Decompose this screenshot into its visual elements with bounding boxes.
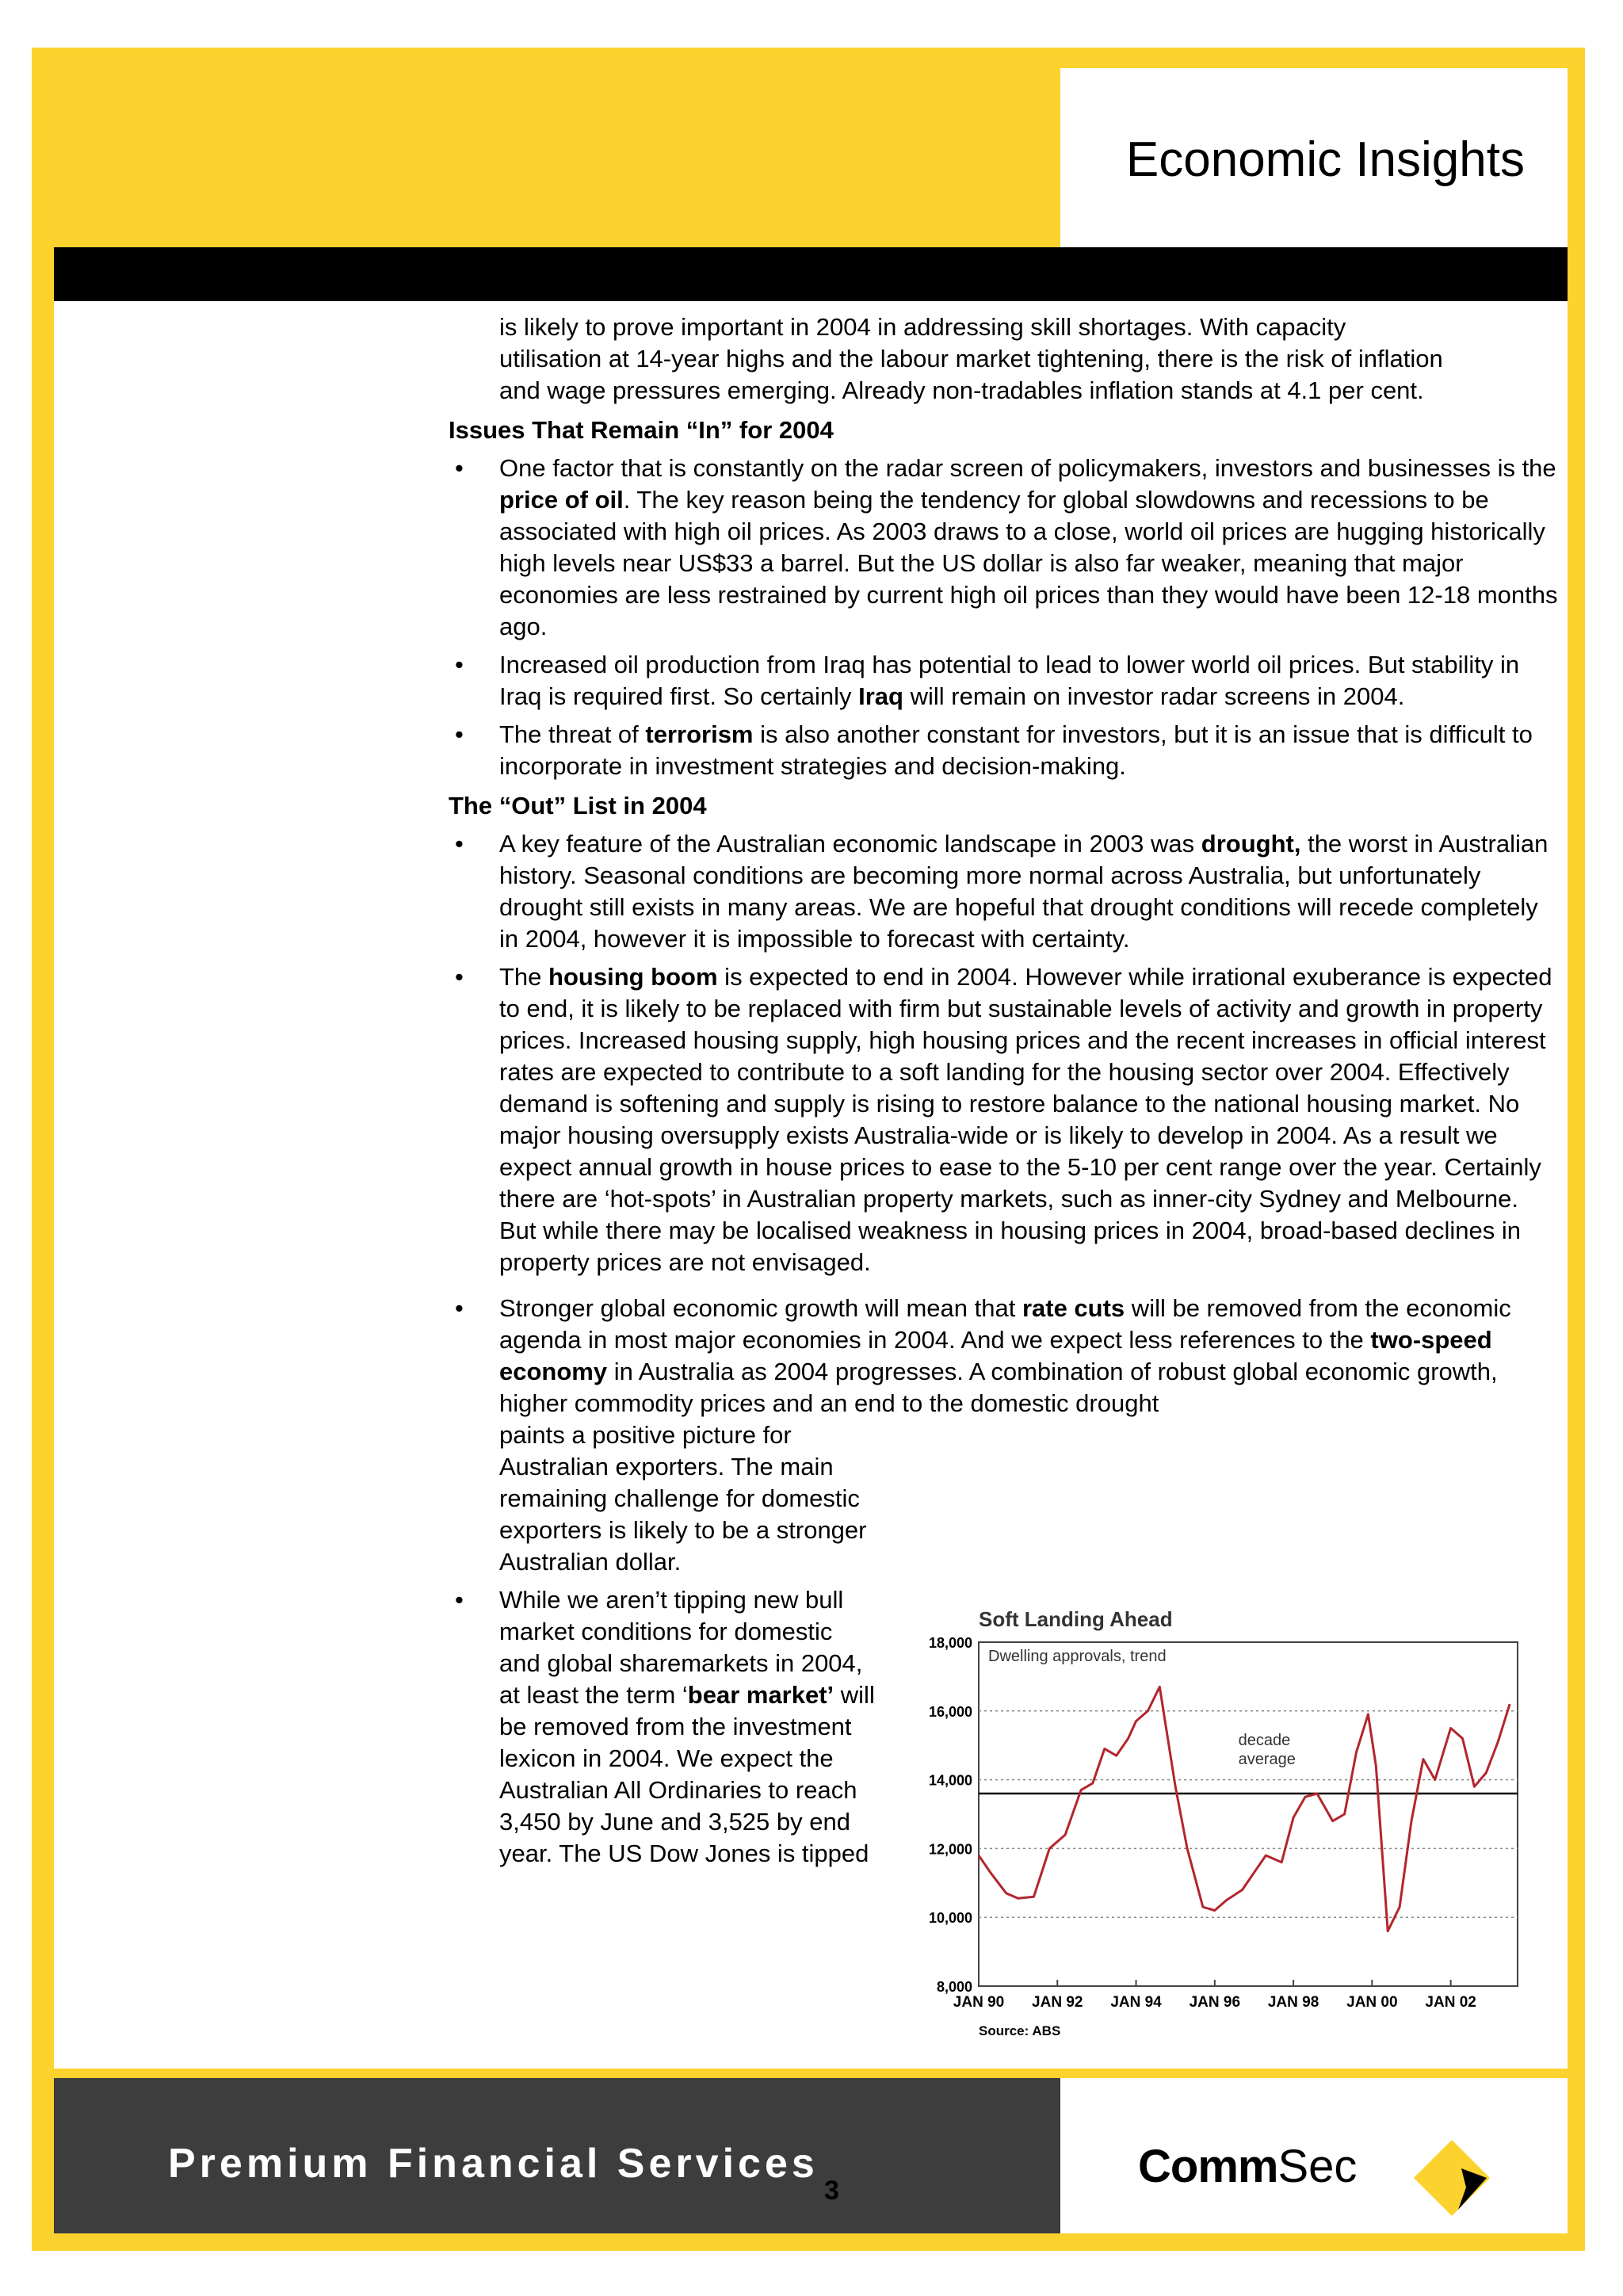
series-label: Dwelling approvals, trend <box>988 1648 1167 1665</box>
y-tick-label: 18,000 <box>928 1635 972 1651</box>
x-tick-label: JAN 92 <box>1032 1994 1083 2011</box>
average-label: decade <box>1238 1732 1291 1750</box>
x-tick-label: JAN 90 <box>953 1994 1005 2011</box>
x-tick-label: JAN 00 <box>1346 1994 1398 2011</box>
intro-line: and wage pressures emerging. Already non-tradables inflation stands at 4.1 per cent. <box>499 376 1424 404</box>
soft-landing-chart <box>888 1601 1537 2053</box>
bullet-dot: • <box>455 454 464 482</box>
bullet-bear-market: • While we aren’t tipping new bull market conditions for domestic and global sharemarkets in 2004, at least the term ‘bear market’ will be removed from the investment lexicon in 2004. We expect the Australian All Ordinaries to reach 3,450 by June and 3,525 by end year. The US Dow Jones is tipped <box>455 1586 875 1867</box>
bullet-iraq: • Increased oil production from Iraq has potential to lead to lower world oil prices. But stability in Iraq is required first. So certainly Iraq will remain on investor radar screens in 2004. <box>455 651 1520 710</box>
chart-source: Source: ABS <box>979 2023 1061 2038</box>
intro-line: utilisation at 14-year highs and the labour market tightening, there is the risk of inflation <box>499 345 1443 372</box>
commsec-diamond-icon <box>1411 2137 1493 2219</box>
bullet-dot: • <box>455 651 464 678</box>
bullet-dot: • <box>455 830 464 858</box>
x-tick-label: JAN 96 <box>1189 1994 1241 2011</box>
x-tick-label: JAN 94 <box>1110 1994 1162 2011</box>
y-tick-label: 14,000 <box>928 1772 972 1789</box>
average-label: average <box>1238 1751 1296 1769</box>
intro-line: is likely to prove important in 2004 in addressing skill shortages. With capacity <box>499 313 1346 341</box>
section-heading-in: Issues That Remain “In” for 2004 <box>449 416 834 444</box>
bullet-dot: • <box>455 720 464 748</box>
y-tick-label: 10,000 <box>928 1910 972 1927</box>
bullet-rate-cuts: • Stronger global economic growth will mean that rate cuts will be removed from the economic agenda in most major economies in 2004. And we expect less references to the two-speed economy in Australia as 2004 progresses. A combination of robust global economic growth, higher commodity prices and an end to the domestic drought paints a positive picture for Australian exporters. The main remaining challenge for domestic exporters is likely to be a stronger Australian dollar. <box>449 1293 1561 1578</box>
plot-area <box>979 1642 1518 1986</box>
chart-title: Soft Landing Ahead <box>979 1607 1173 1631</box>
section-heading-out: The “Out” List in 2004 <box>449 792 707 819</box>
title-box <box>1060 68 1568 247</box>
header-band <box>54 247 1568 301</box>
chart-svg <box>888 1601 1537 2053</box>
bullet-rate-cuts-continued: paints a positive picture for Australian exporters. The main remaining challenge for domestic exporters is likely to be a stronger Australian dollar. <box>499 1421 867 1576</box>
y-tick-label: 16,000 <box>928 1703 972 1720</box>
x-tick-label: JAN 02 <box>1425 1994 1476 2011</box>
footer-tagline: Premium Financial Services <box>168 2141 819 2187</box>
bullet-oil: • One factor that is constantly on the radar screen of policymakers, investors and businesses is the price of oil. The key reason being the tendency for global slowdowns and recessions to be associated with high oil prices. As 2003 draws to a close, world oil prices are hugging historically high levels near US$33 a barrel. But the US dollar is also far weaker, meaning that major economies are less restrained by current high oil prices than they would have been 12-18 months ago. <box>455 454 1558 640</box>
bullet-dot: • <box>455 963 464 991</box>
x-tick-label: JAN 98 <box>1267 1994 1319 2011</box>
bullet-terrorism: • The threat of terrorism is also another constant for investors, but it is an issue that is difficult to incorporate in investment strategies and decision-making. <box>455 720 1533 780</box>
intro-paragraph <box>449 311 1561 407</box>
bullet-housing: • The housing boom is expected to end in 2004. However while irrational exuberance is expected to end, it is likely to be replaced with firm but sustainable levels of activity and growth in property prices. Increased housing supply, high housing prices and the recent increases in official interest rates are expected to contribute to a soft landing for the housing sector over 2004. Effectively demand is softening and supply is rising to restore balance to the national housing market. No major housing oversupply exists Australia-wide or is likely to develop in 2004. As a result we expect annual growth in house prices to ease to the 5-10 per cent range over the year. Certainly there are ‘hot-spots’ in Australian property markets, such as inner-city Sydney and Melbourne. But while there may be localised weakness in housing prices in 2004, broad-based declines in property prices are not envisaged. <box>455 963 1552 1276</box>
y-tick-label: 12,000 <box>928 1841 972 1858</box>
bullet-drought: • A key feature of the Australian economic landscape in 2003 was drought, the worst in Australian history. Seasonal conditions are becoming more normal across Australia, but unfortunately drought still exists in many areas. We are hopeful that drought conditions will recede completely in 2004, however it is impossible to forecast with certainty. <box>455 830 1549 953</box>
page-title: Economic Insights <box>1125 132 1525 187</box>
bullet-dot: • <box>455 1586 464 1614</box>
y-tick-label: 8,000 <box>936 1979 972 1995</box>
commsec-logo: CommSec <box>1138 2141 1358 2192</box>
bullet-dot: • <box>455 1294 464 1322</box>
page-number: 3 <box>824 2176 839 2206</box>
